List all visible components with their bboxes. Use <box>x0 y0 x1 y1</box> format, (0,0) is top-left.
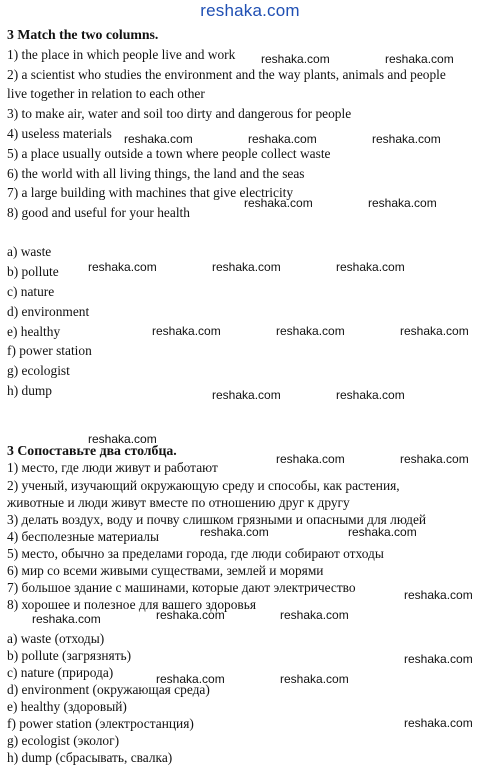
watermark: reshaka.com <box>244 196 313 210</box>
russian-definition-5: 5) место, обычно за пределами города, где люди собирают отходы <box>7 546 384 561</box>
watermark: reshaka.com <box>385 52 454 66</box>
watermark: reshaka.com <box>261 52 330 66</box>
russian-word-h: h) dump (сбрасывать, свалка) <box>7 750 173 765</box>
watermark: reshaka.com <box>212 388 281 402</box>
russian-heading: 3 Сопоставьте два столбца. <box>7 443 177 458</box>
watermark: reshaka.com <box>280 608 349 622</box>
english-heading: 3 Match the two columns. <box>7 27 159 42</box>
watermark: reshaka.com <box>336 260 405 274</box>
russian-word-c: c) nature (природа) <box>7 665 114 680</box>
watermark: reshaka.com <box>400 324 469 338</box>
watermark: reshaka.com <box>212 260 281 274</box>
watermark: reshaka.com <box>404 588 473 602</box>
russian-word-a: a) waste (отходы) <box>7 631 105 646</box>
english-definition-6: 6) the world with all living things, the land and the seas <box>7 166 305 181</box>
russian-word-f: f) power station (электростанция) <box>7 716 194 731</box>
english-definition-4: 4) useless materials <box>7 126 112 141</box>
russian-definition-8: 8) хорошее и полезное для вашего здоровья <box>7 597 256 612</box>
watermark: reshaka.com <box>156 672 225 686</box>
english-word-f: f) power station <box>7 343 92 358</box>
english-word-e: e) healthy <box>7 324 61 339</box>
english-word-b: b) pollute <box>7 264 59 279</box>
watermark: reshaka.com <box>32 612 101 626</box>
russian-word-d: d) environment (окружающая среда) <box>7 682 210 697</box>
russian-definition-6: 6) мир со всеми живыми существами, землей и морями <box>7 563 324 578</box>
russian-definition-4: 4) бесполезные материалы <box>7 529 159 544</box>
english-definition-8: 8) good and useful for your health <box>7 205 190 220</box>
watermark: reshaka.com <box>400 452 469 466</box>
russian-definition-2: 2) ученый, изучающий окружающую среду и способы, как растения, <box>7 478 400 493</box>
russian-word-b: b) pollute (загрязнять) <box>7 648 132 663</box>
watermark: reshaka.com <box>348 525 417 539</box>
watermark: reshaka.com <box>200 525 269 539</box>
watermark: reshaka.com <box>372 132 441 146</box>
english-definition-1: 1) the place in which people live and work <box>7 47 236 62</box>
watermark: reshaka.com <box>276 452 345 466</box>
english-definition-2-cont: live together in relation to each other <box>7 86 205 101</box>
watermark: reshaka.com <box>156 608 225 622</box>
english-definition-3: 3) to make air, water and soil too dirty and dangerous for people <box>7 106 352 121</box>
english-definition-5: 5) a place usually outside a town where people collect waste <box>7 146 331 161</box>
english-definition-7: 7) a large building with machines that give electricity <box>7 185 294 200</box>
russian-definition-2-cont: животные и люди живут вместе по отношению друг к другу <box>7 495 350 510</box>
english-word-h: h) dump <box>7 383 53 398</box>
russian-word-g: g) ecologist (эколог) <box>7 733 120 748</box>
watermark: reshaka.com <box>88 260 157 274</box>
watermark: reshaka.com <box>404 716 473 730</box>
english-word-g: g) ecologist <box>7 363 70 378</box>
watermark: reshaka.com <box>152 324 221 338</box>
watermark: reshaka.com <box>88 432 157 446</box>
english-word-c: c) nature <box>7 284 55 299</box>
watermark: reshaka.com <box>124 132 193 146</box>
watermark: reshaka.com <box>280 672 349 686</box>
russian-definition-7: 7) большое здание с машинами, которые дают электричество <box>7 580 356 595</box>
watermark: reshaka.com <box>404 652 473 666</box>
watermark: reshaka.com <box>248 132 317 146</box>
site-header[interactable]: reshaka.com <box>200 1 300 20</box>
russian-word-e: e) healthy (здоровый) <box>7 699 127 714</box>
russian-definition-3: 3) делать воздух, воду и почву слишком грязными и опасными для людей <box>7 512 427 527</box>
russian-definition-1: 1) место, где люди живут и работают <box>7 460 218 475</box>
english-definition-2: 2) a scientist who studies the environment and the way plants, animals and people <box>7 67 446 82</box>
english-word-a: a) waste <box>7 244 52 259</box>
watermark: reshaka.com <box>276 324 345 338</box>
watermark: reshaka.com <box>368 196 437 210</box>
english-word-d: d) environment <box>7 304 90 319</box>
watermark: reshaka.com <box>336 388 405 402</box>
